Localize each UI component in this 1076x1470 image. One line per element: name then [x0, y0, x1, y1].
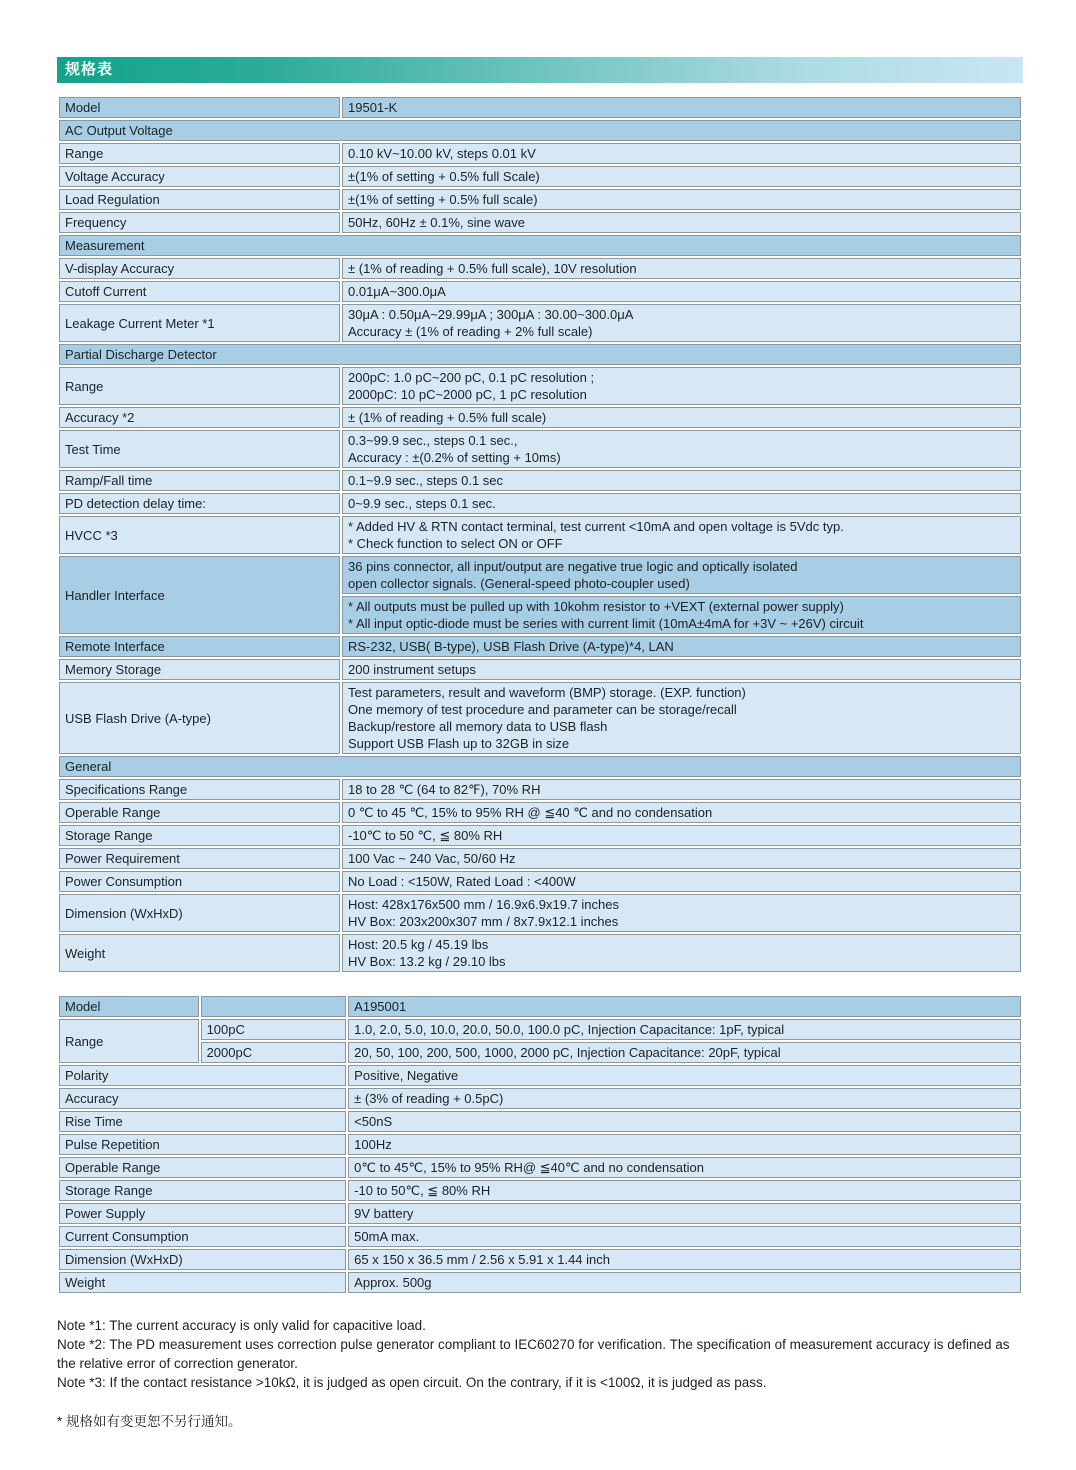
spec-value-line: 9V battery	[354, 1206, 414, 1221]
section-title: 规格表	[65, 61, 114, 78]
spec-table-row	[59, 1065, 1021, 1086]
spec-value-cell	[342, 430, 1021, 468]
spec-label-cell: Accuracy	[59, 1088, 346, 1109]
spec-subrange-cell: 2000pC	[201, 1042, 347, 1063]
spec-value-line: 0 ℃ to 45 ℃, 15% to 95% RH @ ≦40 ℃ and no condensation	[348, 805, 713, 820]
spec-label-cell: HVCC *3	[59, 516, 340, 554]
spec-label-cell: Weight	[59, 934, 340, 972]
spec-label-cell: Voltage Accuracy	[59, 166, 340, 187]
spec-value-cell	[342, 825, 1021, 846]
spec-label-cell: Specifications Range	[59, 779, 340, 800]
spec-label-cell: Power Supply	[59, 1203, 346, 1224]
spec-value-line: 200pC: 1.0 pC~200 pC, 0.1 pC resolution ;	[348, 370, 595, 385]
spec-table-row	[59, 1180, 1021, 1201]
spec-value-line: Backup/restore all memory data to USB flash	[348, 719, 608, 734]
spec-section-header: AC Output Voltage	[59, 120, 1021, 141]
spec-value-line: <50nS	[354, 1114, 393, 1129]
spec-value-line: 0.1~9.9 sec., steps 0.1 sec	[348, 473, 504, 488]
spec-value-cell	[348, 1180, 1021, 1201]
notes-section	[57, 1316, 1023, 1392]
spec-value-line: -10℃ to 50 ℃, ≦ 80% RH	[348, 828, 503, 843]
spec-empty-cell	[201, 996, 347, 1017]
spec-table-row	[59, 1157, 1021, 1178]
spec-label-cell: Range	[59, 367, 340, 405]
spec-value-cell	[342, 470, 1021, 491]
spec-table-row	[59, 682, 1021, 754]
spec-value-line: * All outputs must be pulled up with 10kohm resistor to +VEXT (external power supply)	[348, 599, 844, 614]
spec-value-line: 30μA : 0.50μA~29.99μA ; 300μA : 30.00~300.0μA	[348, 307, 634, 322]
spec-table-row	[59, 636, 1021, 657]
spec-table-row	[59, 1272, 1021, 1293]
spec-value-line: * Check function to select ON or OFF	[348, 536, 563, 551]
spec-value-line: * All input optic-diode must be series with current limit (10mA±4mA for +3V ~ +26V) circuit	[348, 616, 864, 631]
spec-value-cell	[348, 1065, 1021, 1086]
spec-value-line: ± (1% of reading + 0.5% full scale)	[348, 410, 547, 425]
note-2: Note *2: The PD measurement uses correction pulse generator compliant to IEC60270 for verification. The specification of measurement accuracy is defined as the relative error of correction generator.	[57, 1337, 1010, 1371]
spec-label-cell: Storage Range	[59, 825, 340, 846]
spec-value-cell	[348, 1019, 1021, 1040]
spec-value-line: HV Box: 203x200x307 mm / 8x7.9x12.1 inches	[348, 914, 619, 929]
spec-label-cell: Rise Time	[59, 1111, 346, 1132]
spec-value-cell	[342, 596, 1021, 634]
spec-value-line: 65 x 150 x 36.5 mm / 2.56 x 5.91 x 1.44 inch	[354, 1252, 610, 1267]
spec-value-line: 19501-K	[348, 100, 398, 115]
spec-value-line: ± (3% of reading + 0.5pC)	[354, 1091, 504, 1106]
spec-value-line: A195001	[354, 999, 407, 1014]
spec-table-row	[59, 166, 1021, 187]
spec-value-cell	[348, 1134, 1021, 1155]
spec-label-cell: Load Regulation	[59, 189, 340, 210]
spec-label-cell: Storage Range	[59, 1180, 346, 1201]
spec-table-row	[59, 470, 1021, 491]
spec-table-row	[59, 659, 1021, 680]
spec-table-row	[59, 344, 1021, 365]
spec-table-row	[59, 1249, 1021, 1270]
spec-label-cell: Accuracy *2	[59, 407, 340, 428]
spec-value-cell	[342, 659, 1021, 680]
spec-value-cell	[342, 636, 1021, 657]
spec-value-line: ± (1% of reading + 0.5% full scale), 10V resolution	[348, 261, 637, 276]
spec-table-row	[59, 212, 1021, 233]
spec-value-cell	[348, 1272, 1021, 1293]
spec-table-row	[59, 848, 1021, 869]
spec-value-cell	[342, 258, 1021, 279]
change-notice: * 规格如有变更恕不另行通知。	[57, 1414, 242, 1429]
main-unit-spec-table	[57, 95, 1023, 974]
spec-table-row	[59, 1134, 1021, 1155]
spec-table-row	[59, 779, 1021, 800]
spec-value-line: Host: 428x176x500 mm / 16.9x6.9x19.7 inches	[348, 897, 619, 912]
spec-table-row	[59, 516, 1021, 554]
spec-value-line: 0.3~99.9 sec., steps 0.1 sec.,	[348, 433, 518, 448]
spec-value-line: Test parameters, result and waveform (BMP) storage. (EXP. function)	[348, 685, 746, 700]
spec-value-line: * Added HV & RTN contact terminal, test current <10mA and open voltage is 5Vdc typ.	[348, 519, 844, 534]
spec-label-cell: Model	[59, 996, 199, 1017]
spec-value-line: 0℃ to 45℃, 15% to 95% RH@ ≦40℃ and no condensation	[354, 1160, 704, 1175]
spec-value-line: HV Box: 13.2 kg / 29.10 lbs	[348, 954, 506, 969]
spec-value-line: RS-232, USB( B-type), USB Flash Drive (A-type)*4, LAN	[348, 639, 674, 654]
spec-value-line: 0.01μA~300.0μA	[348, 284, 446, 299]
spec-value-cell	[342, 367, 1021, 405]
spec-label-cell: V-display Accuracy	[59, 258, 340, 279]
spec-value-cell	[342, 556, 1021, 594]
spec-label-cell: Frequency	[59, 212, 340, 233]
spec-value-cell	[342, 189, 1021, 210]
spec-subrange-cell: 100pC	[201, 1019, 347, 1040]
spec-table-row	[59, 281, 1021, 302]
spec-value-line: No Load : <150W, Rated Load : <400W	[348, 874, 576, 889]
spec-table-row	[59, 258, 1021, 279]
spec-table-row	[59, 1226, 1021, 1247]
spec-value-line: 100 Vac ~ 240 Vac, 50/60 Hz	[348, 851, 516, 866]
spec-label-cell: Polarity	[59, 1065, 346, 1086]
spec-table-row	[59, 894, 1021, 932]
spec-value-line: 0.10 kV~10.00 kV, steps 0.01 kV	[348, 146, 536, 161]
spec-table-row	[59, 825, 1021, 846]
spec-table-row	[59, 407, 1021, 428]
spec-label-cell: USB Flash Drive (A-type)	[59, 682, 340, 754]
spec-table-row	[59, 97, 1021, 118]
spec-value-line: 18 to 28 ℃ (64 to 82℉), 70% RH	[348, 782, 541, 797]
spec-value-line: ±(1% of setting + 0.5% full Scale)	[348, 169, 540, 184]
spec-label-cell: Dimension (WxHxD)	[59, 894, 340, 932]
spec-section-header: General	[59, 756, 1021, 777]
spec-value-cell	[342, 934, 1021, 972]
spec-value-cell	[342, 779, 1021, 800]
spec-value-line: -10 to 50℃, ≦ 80% RH	[354, 1183, 491, 1198]
spec-table-row	[59, 934, 1021, 972]
spec-value-cell	[348, 1203, 1021, 1224]
spec-label-cell: Weight	[59, 1272, 346, 1293]
spec-label-cell: Model	[59, 97, 340, 118]
spec-value-line: 50mA max.	[354, 1229, 420, 1244]
spec-label-cell: Range	[59, 143, 340, 164]
spec-value-cell	[348, 1226, 1021, 1247]
spec-value-cell	[348, 1111, 1021, 1132]
spec-value-line: 1.0, 2.0, 5.0, 10.0, 20.0, 50.0, 100.0 pC, Injection Capacitance: 1pF, typical	[354, 1022, 785, 1037]
spec-value-cell	[342, 97, 1021, 118]
spec-table-row	[59, 235, 1021, 256]
spec-table-row	[59, 802, 1021, 823]
spec-value-cell	[342, 212, 1021, 233]
spec-label-cell: Leakage Current Meter *1	[59, 304, 340, 342]
spec-label-cell: Cutoff Current	[59, 281, 340, 302]
spec-label-cell: Operable Range	[59, 1157, 346, 1178]
spec-value-cell	[342, 143, 1021, 164]
spec-value-cell	[348, 1042, 1021, 1063]
spec-table-row	[59, 120, 1021, 141]
spec-value-line: 36 pins connector, all input/output are negative true logic and optically isolated	[348, 559, 798, 574]
spec-table-row	[59, 189, 1021, 210]
spec-label-cell: Dimension (WxHxD)	[59, 1249, 346, 1270]
section-title-bar	[57, 57, 1023, 83]
spec-value-line: Host: 20.5 kg / 45.19 lbs	[348, 937, 489, 952]
spec-label-cell: Test Time	[59, 430, 340, 468]
spec-label-cell: Remote Interface	[59, 636, 340, 657]
spec-table-row	[59, 1042, 1021, 1063]
spec-label-cell: Ramp/Fall time	[59, 470, 340, 491]
spec-label-cell: Current Consumption	[59, 1226, 346, 1247]
spec-table-row	[59, 996, 1021, 1017]
spec-value-line: One memory of test procedure and parameter can be storage/recall	[348, 702, 737, 717]
spec-value-cell	[342, 304, 1021, 342]
spec-value-line: 20, 50, 100, 200, 500, 1000, 2000 pC, Injection Capacitance: 20pF, typical	[354, 1045, 781, 1060]
spec-value-cell	[342, 682, 1021, 754]
spec-value-cell	[342, 871, 1021, 892]
page-content	[57, 57, 1023, 1430]
spec-value-line: Positive, Negative	[354, 1068, 459, 1083]
spec-value-cell	[348, 1157, 1021, 1178]
spec-value-line: Accuracy ± (1% of reading + 2% full scale)	[348, 324, 593, 339]
spec-value-cell	[348, 1249, 1021, 1270]
spec-table-row	[59, 871, 1021, 892]
spec-table-row	[59, 1088, 1021, 1109]
spec-table-row	[59, 143, 1021, 164]
spec-label-cell: Range	[59, 1019, 199, 1063]
spec-value-line: 2000pC: 10 pC~2000 pC, 1 pC resolution	[348, 387, 587, 402]
spec-label-cell: Memory Storage	[59, 659, 340, 680]
spec-table-row	[59, 430, 1021, 468]
spec-value-line: Approx. 500g	[354, 1275, 432, 1290]
spec-value-line: Support USB Flash up to 32GB in size	[348, 736, 570, 751]
spec-value-line: 0~9.9 sec., steps 0.1 sec.	[348, 496, 496, 511]
spec-value-cell	[342, 407, 1021, 428]
spec-table-row	[59, 1203, 1021, 1224]
spec-label-cell: PD detection delay time:	[59, 493, 340, 514]
spec-table-row	[59, 556, 1021, 594]
spec-table-row	[59, 367, 1021, 405]
spec-value-line: 200 instrument setups	[348, 662, 476, 677]
spec-section-header: Measurement	[59, 235, 1021, 256]
spec-label-cell: Operable Range	[59, 802, 340, 823]
spec-value-line: 50Hz, 60Hz ± 0.1%, sine wave	[348, 215, 525, 230]
spec-value-line: ±(1% of setting + 0.5% full scale)	[348, 192, 538, 207]
spec-value-cell	[342, 281, 1021, 302]
spec-value-cell	[348, 1088, 1021, 1109]
spec-table-row	[59, 304, 1021, 342]
note-1: Note *1: The current accuracy is only valid for capacitive load.	[57, 1318, 426, 1333]
spec-section-header: Partial Discharge Detector	[59, 344, 1021, 365]
spec-value-cell	[348, 996, 1021, 1017]
spec-value-cell	[342, 802, 1021, 823]
spec-value-cell	[342, 516, 1021, 554]
spec-value-line: 100Hz	[354, 1137, 392, 1152]
spec-label-cell: Power Consumption	[59, 871, 340, 892]
spec-table-row	[59, 1019, 1021, 1040]
spec-value-line: open collector signals. (General-speed photo-coupler used)	[348, 576, 690, 591]
calibrator-spec-table	[57, 994, 1023, 1295]
spec-value-line: Accuracy : ±(0.2% of setting + 10ms)	[348, 450, 561, 465]
spec-label-cell: Handler Interface	[59, 556, 340, 634]
spec-value-cell	[342, 848, 1021, 869]
spec-label-cell: Power Requirement	[59, 848, 340, 869]
spec-value-cell	[342, 166, 1021, 187]
spec-value-cell	[342, 894, 1021, 932]
note-3: Note *3: If the contact resistance >10kΩ, it is judged as open circuit. On the contrary, if it is <100Ω, it is judged as pass.	[57, 1375, 767, 1390]
spec-table-row	[59, 756, 1021, 777]
spec-table-row	[59, 493, 1021, 514]
spec-value-cell	[342, 493, 1021, 514]
spec-table-row	[59, 1111, 1021, 1132]
spec-label-cell: Pulse Repetition	[59, 1134, 346, 1155]
